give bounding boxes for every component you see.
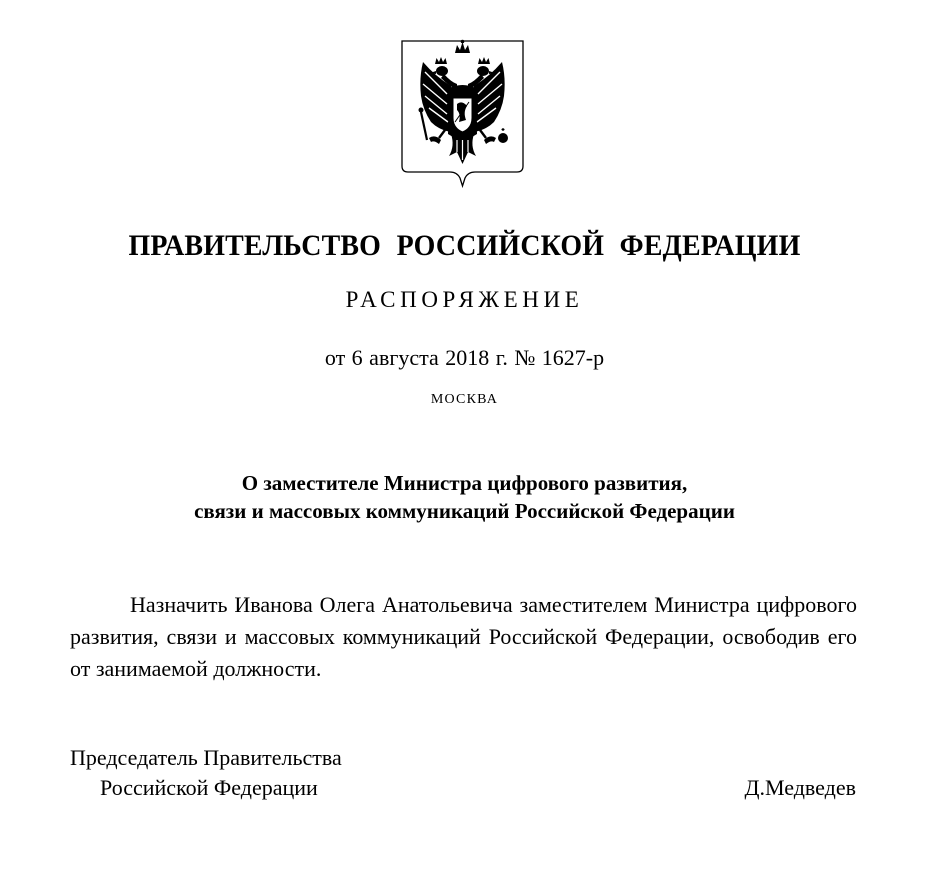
subject-line-2: связи и массовых коммуникаций Российской Федерации xyxy=(194,499,735,523)
signatory-position-line-1: Председатель Правительства xyxy=(70,745,342,770)
signatory-name: Д.Медведев xyxy=(744,775,856,800)
signatory-position xyxy=(70,743,342,803)
document-type: РАСПОРЯЖЕНИЕ xyxy=(345,287,584,312)
signatory-position-line-2: Российской Федерации xyxy=(100,775,318,800)
document-city: МОСКВА xyxy=(430,392,499,407)
government-title: ПРАВИТЕЛЬСТВО РОССИЙСКОЙ ФЕДЕРАЦИИ xyxy=(128,229,801,262)
body-paragraph: Назначить Иванова Олега Анатольевича заместителем Министра цифрового развития, связи и массовых коммуникаций Российской Федерации, освободив его от занимаемой должности. xyxy=(70,592,857,681)
document-subject xyxy=(0,469,929,525)
russian-double-headed-eagle-icon xyxy=(399,38,526,190)
document-date-number: от 6 августа 2018 г. № 1627-р xyxy=(324,345,605,370)
subject-line-1: О заместителе Министра цифрового развития, xyxy=(241,471,688,495)
coat-of-arms-emblem xyxy=(399,38,526,190)
